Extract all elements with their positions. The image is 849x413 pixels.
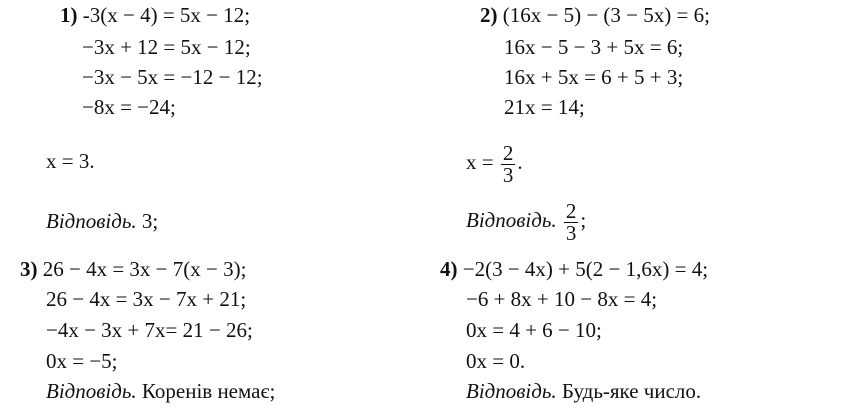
problem-2-answer-label: Відповідь.: [466, 208, 557, 232]
problem-3-equation-1: 26 − 4x = 3x − 7(x − 3);: [42, 257, 247, 281]
problem-2-solution-denominator: 3: [502, 162, 514, 187]
problem-2-solution-prefix: x =: [466, 150, 494, 174]
problem-1-equation-1: -3(x − 4) = 5x − 12;: [82, 3, 251, 27]
problem-4-number: 4): [440, 257, 458, 281]
problem-2-equation-1: (16x − 5) − (3 − 5x) = 6;: [502, 3, 710, 27]
problem-3-equation-2: 26 − 4x = 3x − 7x + 21;: [46, 287, 247, 311]
problem-1-answer-value: 3;: [141, 209, 159, 233]
problem-1-answer: [46, 208, 158, 234]
problem-4-line-1: [440, 256, 708, 282]
problem-3-line-1: [20, 256, 246, 282]
problem-3-number: 3): [20, 257, 38, 281]
problem-2-solution-numerator: 2: [502, 140, 514, 165]
problem-3-equation-4: 0x = −5;: [46, 349, 118, 373]
problem-4-equation-4: 0x = 0.: [466, 349, 526, 373]
problem-2-answer-numerator: 2: [565, 198, 577, 223]
problem-2-answer-denominator: 3: [565, 220, 577, 245]
problem-4-answer-label: Відповідь.: [466, 379, 557, 403]
problem-1-answer-label: Відповідь.: [46, 209, 137, 233]
problem-1-equation-2: −3x + 12 = 5x − 12;: [82, 35, 251, 59]
problem-4-equation-2: −6 + 8x + 10 − 8x = 4;: [466, 287, 658, 311]
problem-4-equation-3: 0x = 4 + 6 − 10;: [466, 318, 602, 342]
problem-2-answer-fraction: [564, 198, 579, 245]
problem-2-solution-suffix: .: [517, 150, 523, 174]
problem-2-answer: [466, 196, 586, 244]
problem-3-answer-label: Відповідь.: [46, 379, 137, 403]
problem-1-solution: x = 3.: [46, 149, 95, 173]
problem-2-solution: [466, 138, 523, 186]
problem-2-number: 2): [480, 3, 498, 27]
problem-3-equation-3: −4x − 3x + 7x= 21 − 26;: [46, 318, 253, 342]
problem-1-equation-3: −3x − 5x = −12 − 12;: [82, 65, 263, 89]
problem-3-answer-value: Коренів немає;: [141, 379, 276, 403]
problem-1-line-1: [60, 2, 250, 28]
problem-2-line-1: [480, 2, 710, 28]
problem-2-equation-4: 21x = 14;: [504, 95, 585, 119]
problem-2-solution-fraction: [501, 140, 516, 187]
problem-2-answer-suffix: ;: [580, 208, 587, 232]
problem-4-answer-value: Будь-яке число.: [561, 379, 702, 403]
problem-3-answer: [46, 378, 275, 404]
problem-4-equation-1: −2(3 − 4x) + 5(2 − 1,6x) = 4;: [462, 257, 709, 281]
problem-2-equation-2: 16x − 5 − 3 + 5x = 6;: [504, 35, 684, 59]
problem-4-answer: [466, 378, 701, 404]
problem-1-number: 1): [60, 3, 78, 27]
problem-1-equation-4: −8x = −24;: [82, 95, 176, 119]
problem-2-equation-3: 16x + 5x = 6 + 5 + 3;: [504, 65, 684, 89]
